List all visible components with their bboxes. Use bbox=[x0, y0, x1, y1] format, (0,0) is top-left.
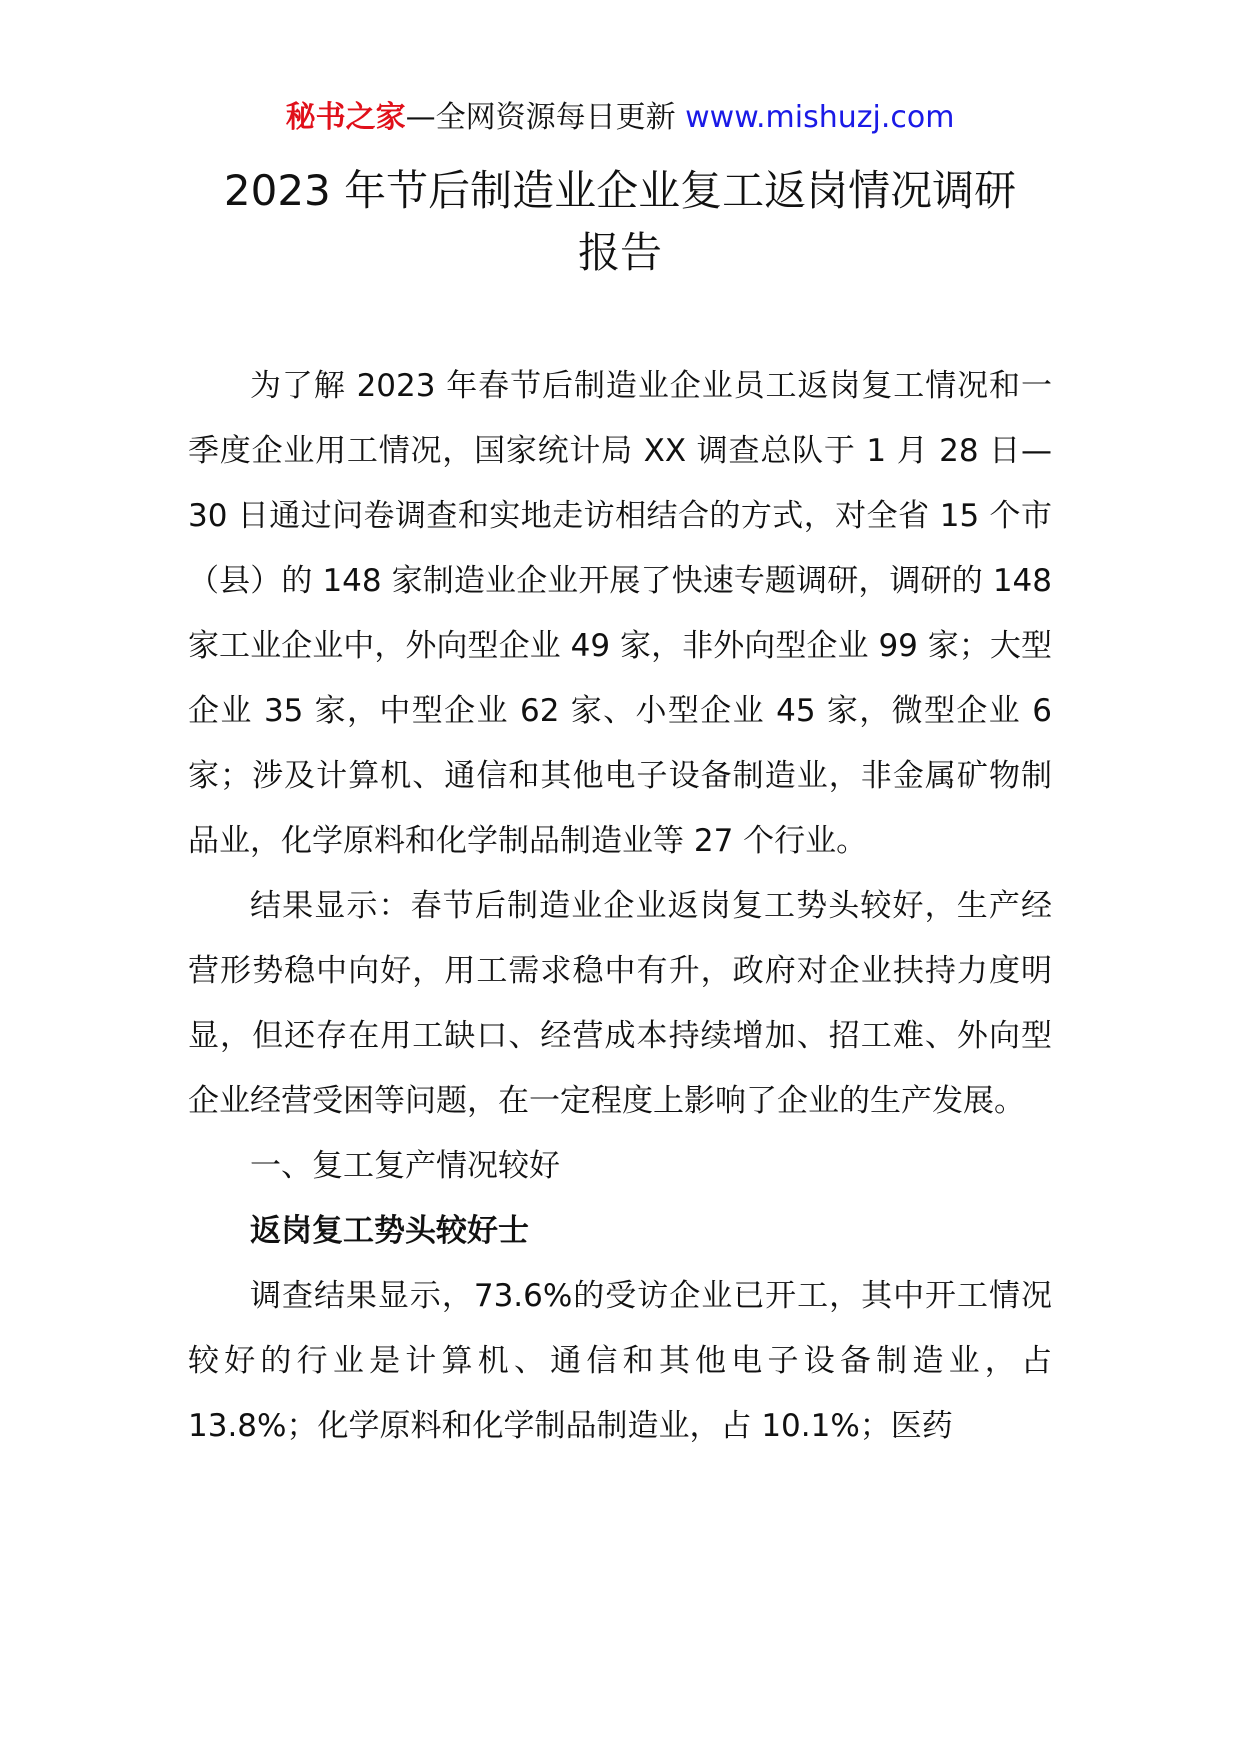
paragraph-survey-results: 调查结果显示，73.6%的受访企业已开工，其中开工情况较好的行业是计算机、通信和其他电子设备制造业，占 13.8%；化学原料和化学制品制造业，占 10.1%；医药 bbox=[188, 1278, 1052, 1444]
document-title bbox=[120, 160, 1120, 284]
paragraph-results: 结果显示：春节后制造业企业返岗复工势头较好，生产经营形势稳中向好，用工需求稳中有升，政府对企业扶持力度明显，但还存在用工缺口、经营成本持续增加、招工难、外向型企业经营受困等问题，在一定程度上影响了企业的生产发展。 bbox=[188, 888, 1052, 1119]
paragraph-intro: 为了解 2023 年春节后制造业企业员工返岗复工情况和一季度企业用工情况，国家统计局 XX 调查总队于 1 月 28 日—30 日通过问卷调查和实地走访相结合的方式，对全省 15 个市（县）的 148 家制造业企业开展了快速专题调研，调研的 148 家工业企业中，外向型企业 49 家，非外向型企业 99 家；大型企业 35 家，中型企业 62 家、小型企业 45 家，微型企业 6 家；涉及计算机、通信和其他电子设备制造业，非金属矿物制品业，化学原料和化学制品制造业等 27 个行业。 bbox=[188, 368, 1052, 859]
site-url-link[interactable]: www.mishuzj.com bbox=[685, 100, 955, 135]
document-body bbox=[188, 354, 1052, 1459]
brand-name: 秘书之家 bbox=[285, 100, 406, 135]
title-line-2: 报告 bbox=[577, 228, 662, 277]
header-tagline: —全网资源每日更新 bbox=[405, 100, 686, 135]
section-heading-1: 一、复工复产情况较好 bbox=[250, 1148, 560, 1184]
site-header bbox=[0, 98, 1240, 138]
subsection-heading-1: 返岗复工势头较好士 bbox=[250, 1213, 529, 1249]
title-line-1: 2023 年节后制造业企业复工返岗情况调研 bbox=[223, 166, 1017, 215]
